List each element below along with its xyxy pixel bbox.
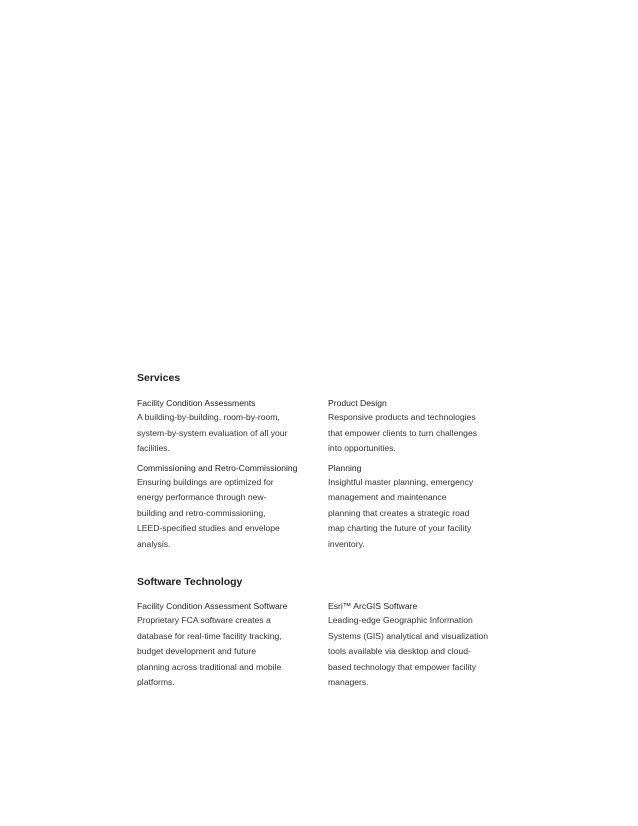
software-item-fca-software: [137, 600, 328, 691]
service-item-description: Insightful master planning, emergency management and maintenance planning that creates a strategic road map charting the future of your facility inventory.: [328, 476, 474, 549]
software-technology-section: [137, 575, 517, 691]
service-item-title: Product Design: [328, 398, 387, 408]
service-item-title: Planning: [328, 462, 362, 473]
service-item-facility-condition-assessments: [137, 397, 328, 457]
service-item-product-design: [328, 397, 513, 457]
software-item-arcgis: [328, 600, 513, 691]
software-item-description: Proprietary FCA software creates a database for real-time facility tracking, budget development and future planning across traditional and mobile platforms.: [137, 615, 282, 687]
software-technology-heading: Software Technology: [137, 576, 243, 588]
service-item-planning: [328, 462, 513, 553]
services-grid: [137, 397, 517, 552]
service-item-title: Commissioning and Retro-Commissioning: [137, 462, 298, 473]
services-heading: Services: [137, 372, 181, 384]
service-item-title: Facility Condition Assessments: [137, 398, 256, 408]
software-grid: [137, 600, 517, 691]
service-item-description: Ensuring buildings are optimized for energy performance through new- building and retro-commissioning, LEED-specified studies and envelope analysis.: [137, 476, 280, 549]
software-item-description: Leading-edge Geographic Information Systems (GIS) analytical and visualization tools available via desktop and cloud- based technology that empower facility managers.: [328, 615, 489, 687]
service-item-description: A building-by-building, room-by-room, system-by-system evaluation of all your facilities.: [137, 412, 288, 453]
service-item-commissioning: [137, 462, 328, 553]
services-section: [137, 371, 517, 552]
service-item-description: Responsive products and technologies that empower clients to turn challenges into opportunities.: [328, 412, 478, 453]
software-item-title: Facility Condition Assessment Software: [137, 601, 288, 611]
software-item-title: Esri™ ArcGIS Software: [328, 601, 418, 611]
